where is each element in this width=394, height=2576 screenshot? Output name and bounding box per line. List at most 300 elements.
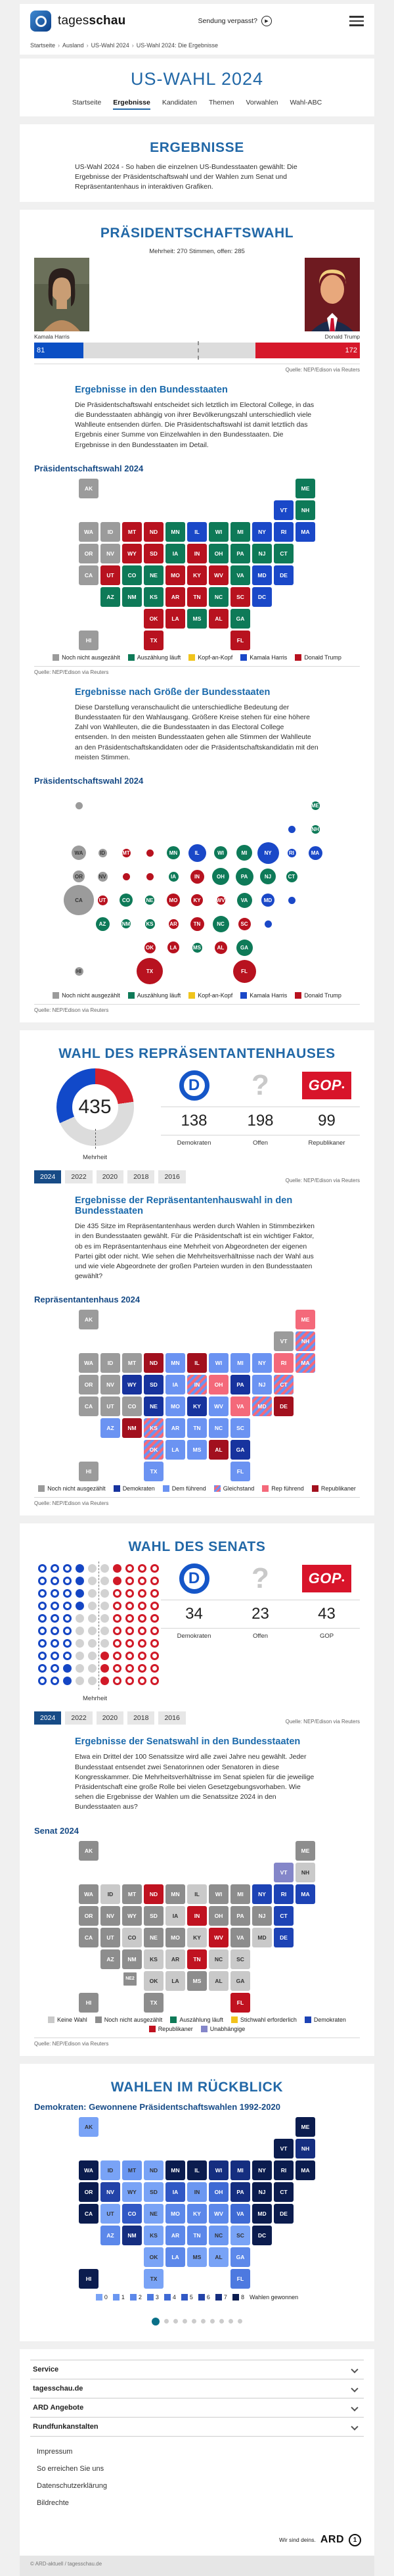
state-tile-CA[interactable]: CA [79,2204,98,2224]
state-tile-MD[interactable]: MD [252,1396,272,1416]
state-bubble-KY[interactable]: KY [191,894,203,906]
state-tile-RI[interactable]: RI [274,522,294,542]
state-tile-NY[interactable]: NY [252,522,272,542]
state-tile-ID[interactable]: ID [100,522,120,542]
state-tile-IN[interactable]: IN [187,2182,207,2202]
state-tile-SC[interactable]: SC [230,1949,250,1969]
state-tile-TX[interactable]: TX [144,1993,164,2013]
state-tile-TN[interactable]: TN [187,2226,207,2245]
state-tile-NY[interactable]: NY [252,1353,272,1373]
state-tile-CA[interactable]: CA [79,565,98,585]
state-tile-FL[interactable]: FL [230,1462,250,1481]
state-tile-MN[interactable]: MN [165,1884,185,1904]
year-button-2016[interactable]: 2016 [158,1711,185,1725]
state-tile-TX[interactable]: TX [144,2269,164,2289]
breadcrumb-item[interactable]: Ausland [62,42,84,49]
sendung-verpasst-link[interactable] [198,16,271,26]
state-tile-MS[interactable]: MS [187,609,207,629]
state-bubble-VA[interactable]: VA [237,893,252,908]
state-bubble-AZ[interactable]: AZ [96,917,110,931]
state-tile-WI[interactable]: WI [209,2160,229,2180]
state-tile-VA[interactable]: VA [230,2204,250,2224]
state-bubble-OR[interactable]: OR [73,871,85,882]
state-tile-CT[interactable]: CT [274,544,294,563]
state-tile-LA[interactable]: LA [165,1440,185,1460]
state-tile-CO[interactable]: CO [122,565,142,585]
state-tile-MS[interactable]: MS [187,2247,207,2267]
state-tile-NH[interactable]: NH [296,2139,315,2159]
footer-accordion-ardangebote[interactable] [30,2398,364,2417]
state-bubble-IA[interactable]: IA [169,872,179,882]
state-tile-ID[interactable]: ID [100,1884,120,1904]
state-tile-MS[interactable]: MS [187,1971,207,1991]
state-tile-KS[interactable]: KS [144,1949,164,1969]
state-tile-TX[interactable]: TX [144,631,164,650]
state-tile-NE[interactable]: NE [144,1928,164,1947]
state-tile-IL[interactable]: IL [187,2160,207,2180]
state-tile-OR[interactable]: OR [79,1375,98,1395]
breadcrumb-item[interactable]: Startseite [30,42,56,49]
state-tile-MA[interactable]: MA [296,1884,315,1904]
state-tile-WV[interactable]: WV [209,2204,229,2224]
state-tile-SC[interactable]: SC [230,587,250,607]
state-bubble-ME[interactable]: ME [311,802,319,809]
state-tile-VA[interactable]: VA [230,565,250,585]
state-tile-IN[interactable]: IN [187,544,207,563]
state-tile-SC[interactable]: SC [230,1418,250,1438]
state-tile-WV[interactable]: WV [209,565,229,585]
pagination-dot-1[interactable] [152,2318,160,2326]
state-tile-NV[interactable]: NV [100,2182,120,2202]
state-bubble-MT[interactable]: MT [122,849,130,856]
state-tile-AR[interactable]: AR [165,587,185,607]
state-tile-WI[interactable]: WI [209,522,229,542]
state-tile-FL[interactable]: FL [230,631,250,650]
state-tile-MS[interactable]: MS [187,1440,207,1460]
state-bubble-MI[interactable]: MI [236,845,252,861]
state-tile-IA[interactable]: IA [165,2182,185,2202]
state-tile-CO[interactable]: CO [122,1928,142,1947]
state-tile-NY[interactable]: NY [252,1884,272,1904]
state-tile-NH[interactable]: NH [296,1863,315,1882]
state-tile-NE[interactable]: NE [144,565,164,585]
state-tile-AL[interactable]: AL [209,1971,229,1991]
pagination-dot-3[interactable] [173,2319,178,2324]
state-tile-PA[interactable]: PA [230,2182,250,2202]
state-bubble-ND[interactable] [146,849,154,857]
state-tile-WY[interactable]: WY [122,1375,142,1395]
state-tile-OK[interactable]: OK [144,1440,164,1460]
state-tile-MA[interactable]: MA [296,2160,315,2180]
state-bubble-CO[interactable]: CO [120,894,133,907]
pagination-dot-10[interactable] [238,2319,242,2324]
state-bubble-PA[interactable]: PA [236,868,253,886]
state-tile-CA[interactable]: CA [79,1928,98,1947]
state-tile-MT[interactable]: MT [122,2160,142,2180]
state-tile-IA[interactable]: IA [165,544,185,563]
state-tile-SD[interactable]: SD [144,544,164,563]
state-tile-NM[interactable]: NM [122,2226,142,2245]
state-tile-KY[interactable]: KY [187,2204,207,2224]
pagination-dot-7[interactable] [210,2319,215,2324]
state-tile-MI[interactable]: MI [230,2160,250,2180]
state-tile-ME[interactable]: ME [296,1841,315,1861]
state-tile-NV[interactable]: NV [100,544,120,563]
state-tile-WY[interactable]: WY [122,544,142,563]
state-tile-NY[interactable]: NY [252,2160,272,2180]
state-tile-MT[interactable]: MT [122,522,142,542]
state-tile-LA[interactable]: LA [165,2247,185,2267]
state-tile-AZ[interactable]: AZ [100,1418,120,1438]
state-tile-IA[interactable]: IA [165,1375,185,1395]
state-bubble-NJ[interactable]: NJ [260,869,276,884]
tab-ergebnisse[interactable]: Ergebnisse [113,99,150,110]
state-bubble-WV[interactable]: WV [216,897,225,903]
year-button-2020[interactable]: 2020 [97,1711,123,1725]
year-button-2022[interactable]: 2022 [65,1170,92,1183]
state-tile-TN[interactable]: TN [187,587,207,607]
state-tile-ME[interactable]: ME [296,1310,315,1329]
hamburger-menu-icon[interactable] [349,16,364,26]
state-bubble-DC[interactable] [265,920,272,928]
state-tile-WA[interactable]: WA [79,1353,98,1373]
state-tile-UT[interactable]: UT [100,565,120,585]
state-tile-DC[interactable]: DC [252,2226,272,2245]
state-tile-NH[interactable]: NH [296,1331,315,1351]
state-bubble-NM[interactable]: NM [121,919,131,928]
card-rueckblick [20,2064,374,2341]
state-tile-OR[interactable]: OR [79,1906,98,1926]
state-tile-IA[interactable]: IA [165,1906,185,1926]
state-tile-MN[interactable]: MN [165,1353,185,1373]
state-tile-UT[interactable]: UT [100,1396,120,1416]
state-tile-ID[interactable]: ID [100,1353,120,1373]
year-button-2018[interactable]: 2018 [127,1711,154,1725]
state-bubble-MN[interactable]: MN [167,846,180,859]
state-tile-NC[interactable]: NC [209,1418,229,1438]
state-tile-OH[interactable]: OH [209,2182,229,2202]
state-tile-LA[interactable]: LA [165,1971,185,1991]
state-tile-AL[interactable]: AL [209,2247,229,2267]
state-tile-CO[interactable]: CO [122,2204,142,2224]
state-bubble-FL[interactable]: FL [233,960,256,983]
play-icon[interactable]: ▶ [261,16,272,26]
tab-themen[interactable]: Themen [208,99,234,107]
footer-accordion-tagesschaude[interactable] [30,2379,364,2398]
year-button-2022[interactable]: 2022 [65,1711,92,1725]
state-tile-VT[interactable]: VT [274,500,294,520]
state-tile-HI[interactable]: HI [79,1993,98,2013]
state-tile-MO[interactable]: MO [165,565,185,585]
state-bubble-WA[interactable]: WA [72,846,86,860]
state-bubble-WI[interactable]: WI [214,846,227,859]
state-tile-WY[interactable]: WY [122,2182,142,2202]
state-tile-RI[interactable]: RI [274,1353,294,1373]
state-tile-NH[interactable]: NH [296,500,315,520]
state-tile-OH[interactable]: OH [209,1906,229,1926]
year-button-2024[interactable]: 2024 [34,1711,61,1725]
state-tile-SD[interactable]: SD [144,2182,164,2202]
state-tile-MI[interactable]: MI [230,1884,250,1904]
state-tile-MO[interactable]: MO [165,1396,185,1416]
state-tile-NM[interactable]: NM [122,1418,142,1438]
state-tile-GA[interactable]: GA [230,1971,250,1991]
state-bubble-SC[interactable]: SC [238,918,251,930]
state-tile-DE[interactable]: DE [274,1928,294,1947]
state-tile-DC[interactable]: DC [252,587,272,607]
state-bubble-UT[interactable]: UT [98,895,108,905]
state-tile-GA[interactable]: GA [230,1440,250,1460]
state-tile-AZ[interactable]: AZ [100,2226,120,2245]
state-tile-MN[interactable]: MN [165,2160,185,2180]
state-tile-DE[interactable]: DE [274,565,294,585]
state-tile-NE2[interactable]: NE2 [122,1971,138,1987]
state-tile-NV[interactable]: NV [100,1375,120,1395]
state-tile-UT[interactable]: UT [100,1928,120,1947]
state-tile-MO[interactable]: MO [165,2204,185,2224]
state-tile-PA[interactable]: PA [230,1906,250,1926]
state-tile-ND[interactable]: ND [144,522,164,542]
state-tile-NC[interactable]: NC [209,1949,229,1969]
year-button-2020[interactable]: 2020 [97,1170,123,1183]
state-bubble-MA[interactable]: MA [309,846,322,860]
state-tile-ND[interactable]: ND [144,1884,164,1904]
state-tile-ND[interactable]: ND [144,1353,164,1373]
state-tile-OR[interactable]: OR [79,544,98,563]
state-tile-WY[interactable]: WY [122,1906,142,1926]
state-tile-PA[interactable]: PA [230,544,250,563]
breadcrumb-item[interactable]: US-Wahl 2024 [91,42,129,49]
state-tile-AK[interactable]: AK [79,1841,98,1861]
state-tile-KY[interactable]: KY [187,565,207,585]
state-tile-PA[interactable]: PA [230,1375,250,1395]
state-tile-ID[interactable]: ID [100,2160,120,2180]
state-tile-FL[interactable]: FL [230,2269,250,2289]
state-tile-SD[interactable]: SD [144,1375,164,1395]
state-bubble-NC[interactable]: NC [213,916,229,932]
tab-kandidaten[interactable]: Kandidaten [162,99,197,107]
state-tile-MA[interactable]: MA [296,1353,315,1373]
state-tile-RI[interactable]: RI [274,1884,294,1904]
state-tile-AK[interactable]: AK [79,479,98,498]
state-tile-WA[interactable]: WA [79,1884,98,1904]
state-bubble-MO[interactable]: MO [167,894,180,907]
pagination-dot-6[interactable] [201,2319,206,2324]
state-tile-DE[interactable]: DE [274,1396,294,1416]
state-tile-CT[interactable]: CT [274,2182,294,2202]
state-tile-TX[interactable]: TX [144,1462,164,1481]
state-bubble-MS[interactable]: MS [192,943,202,953]
state-bubble-VT[interactable] [288,826,296,833]
state-bubble-AL[interactable]: AL [215,942,227,954]
state-bubble-HI[interactable]: HI [75,967,83,976]
state-tile-SC[interactable]: SC [230,2226,250,2245]
state-bubble-OH[interactable]: OH [212,868,229,885]
state-tile-VT[interactable]: VT [274,1331,294,1351]
state-tile-WI[interactable]: WI [209,1884,229,1904]
state-bubble-LA[interactable]: LA [167,942,179,953]
state-bubble-GA[interactable]: GA [236,940,253,956]
state-bubble-MD[interactable]: MD [261,894,274,907]
state-tile-AK[interactable]: AK [79,1310,98,1329]
state-tile-NV[interactable]: NV [100,1906,120,1926]
pagination-dot-8[interactable] [219,2319,224,2324]
state-bubble-ID[interactable]: ID [98,849,107,857]
pagination-dot-5[interactable] [192,2319,196,2324]
breadcrumb-item[interactable]: US-Wahl 2024: Die Ergebnisse [136,42,218,49]
footer-accordion-rundfunkanstalten[interactable] [30,2417,364,2437]
party-seat-count: 23 [227,1600,294,1629]
state-bubble-NY[interactable]: NY [257,842,279,864]
state-tile-NE[interactable]: NE [144,2204,164,2224]
state-tile-MI[interactable]: MI [230,522,250,542]
state-tile-CT[interactable]: CT [274,1906,294,1926]
state-bubble-WY[interactable] [123,873,130,880]
state-tile-AR[interactable]: AR [165,1418,185,1438]
state-tile-AR[interactable]: AR [165,2226,185,2245]
state-bubble-NV[interactable]: NV [98,872,108,882]
state-tile-LA[interactable]: LA [165,609,185,629]
state-tile-WV[interactable]: WV [209,1928,229,1947]
year-button-2016[interactable]: 2016 [158,1170,185,1183]
state-tile-IL[interactable]: IL [187,1884,207,1904]
state-tile-KS[interactable]: KS [144,2226,164,2245]
state-tile-OH[interactable]: OH [209,1375,229,1395]
state-tile-GA[interactable]: GA [230,609,250,629]
pagination-dot-2[interactable] [164,2319,169,2324]
state-tile-NM[interactable]: NM [122,587,142,607]
footer-link-datenschutzerklrung[interactable]: Datenschutzerklärung [37,2481,108,2490]
state-bubble-NH[interactable]: NH [311,826,319,832]
state-tile-MD[interactable]: MD [252,565,272,585]
state-tile-NC[interactable]: NC [209,2226,229,2245]
state-tile-HI[interactable]: HI [79,2269,98,2289]
state-tile-RI[interactable]: RI [274,2160,294,2180]
year-button-2024[interactable]: 2024 [34,1170,61,1183]
pagination-dot-9[interactable] [229,2319,233,2324]
state-tile-OR[interactable]: OR [79,2182,98,2202]
state-tile-KS[interactable]: KS [144,1418,164,1438]
state-tile-OK[interactable]: OK [144,609,164,629]
state-tile-VT[interactable]: VT [274,2139,294,2159]
tab-wahl-abc[interactable]: Wahl-ABC [290,99,322,107]
state-tile-NE[interactable]: NE [144,1396,164,1416]
state-tile-NJ[interactable]: NJ [252,2182,272,2202]
state-tile-IL[interactable]: IL [187,522,207,542]
state-tile-MD[interactable]: MD [252,2204,272,2224]
state-tile-MI[interactable]: MI [230,1353,250,1373]
state-tile-GA[interactable]: GA [230,2247,250,2267]
state-tile-AZ[interactable]: AZ [100,1949,120,1969]
state-tile-VA[interactable]: VA [230,1928,250,1947]
state-tile-MT[interactable]: MT [122,1353,142,1373]
state-tile-HI[interactable]: HI [79,631,98,650]
state-bubble-NE[interactable]: NE [145,895,154,905]
tab-startseite[interactable]: Startseite [72,99,102,107]
state-tile-UT[interactable]: UT [100,2204,120,2224]
state-tile-AR[interactable]: AR [165,1949,185,1969]
state-tile-MT[interactable]: MT [122,1884,142,1904]
state-bubble-TN[interactable]: TN [190,917,204,931]
state-tile-OH[interactable]: OH [209,544,229,563]
brand-text[interactable] [58,14,125,28]
state-tile-NJ[interactable]: NJ [252,544,272,563]
state-bubble-SD[interactable] [146,873,154,880]
state-tile-AZ[interactable]: AZ [100,587,120,607]
state-tile-KY[interactable]: KY [187,1928,207,1947]
state-tile-WA[interactable]: WA [79,2160,98,2180]
tab-vorwahlen[interactable]: Vorwahlen [246,99,278,107]
state-bubble-DE[interactable] [288,897,296,904]
state-tile-AL[interactable]: AL [209,609,229,629]
state-tile-CO[interactable]: CO [122,1396,142,1416]
state-tile-AL[interactable]: AL [209,1440,229,1460]
state-tile-TN[interactable]: TN [187,1949,207,1969]
state-bubble-IN[interactable]: IN [190,870,204,884]
state-bubble-CA[interactable]: CA [64,885,94,915]
state-tile-MA[interactable]: MA [296,522,315,542]
state-tile-ME[interactable]: ME [296,479,315,498]
state-tile-FL[interactable]: FL [230,1993,250,2013]
state-tile-OK[interactable]: OK [144,1971,164,1991]
state-bubble-TX[interactable]: TX [137,958,163,984]
state-tile-MN[interactable]: MN [165,522,185,542]
state-tile-WV[interactable]: WV [209,1396,229,1416]
tagesschau-logo[interactable] [30,11,51,32]
footer-accordion-service[interactable] [30,2360,364,2379]
state-tile-CA[interactable]: CA [79,1396,98,1416]
state-bubble-AR[interactable]: AR [169,919,179,929]
state-tile-WA[interactable]: WA [79,522,98,542]
state-tile-SD[interactable]: SD [144,1906,164,1926]
state-tile-MO[interactable]: MO [165,1928,185,1947]
pagination-dot-4[interactable] [183,2319,187,2324]
state-tile-NJ[interactable]: NJ [252,1906,272,1926]
state-tile-VA[interactable]: VA [230,1396,250,1416]
state-bubble-OK[interactable]: OK [144,942,156,953]
state-tile-KY[interactable]: KY [187,1396,207,1416]
state-tile-NJ[interactable]: NJ [252,1375,272,1395]
state-tile-IN[interactable]: IN [187,1375,207,1395]
state-tile-ME[interactable]: ME [296,2117,315,2137]
state-bubble-IL[interactable]: IL [188,844,206,862]
state-tile-HI[interactable]: HI [79,1462,98,1481]
state-tile-AK[interactable]: AK [79,2117,98,2137]
state-tile-KS[interactable]: KS [144,587,164,607]
state-tile-VT[interactable]: VT [274,1863,294,1882]
state-tile-ND[interactable]: ND [144,2160,164,2180]
state-tile-TN[interactable]: TN [187,1418,207,1438]
footer-link-bildrechte[interactable]: Bildrechte [37,2498,69,2507]
state-tile-WI[interactable]: WI [209,1353,229,1373]
state-bubble-AK[interactable] [76,802,83,809]
state-bubble-RI[interactable]: RI [288,849,296,857]
year-button-2018[interactable]: 2018 [127,1170,154,1183]
state-tile-OK[interactable]: OK [144,2247,164,2267]
state-tile-IL[interactable]: IL [187,1353,207,1373]
footer-link-soerreichensieuns[interactable]: So erreichen Sie uns [37,2464,104,2473]
state-tile-CT[interactable]: CT [274,1375,294,1395]
state-tile-DE[interactable]: DE [274,2204,294,2224]
state-tile-NM[interactable]: NM [122,1949,142,1969]
footer-link-impressum[interactable]: Impressum [37,2447,73,2456]
state-tile-NC[interactable]: NC [209,587,229,607]
state-tile-MD[interactable]: MD [252,1928,272,1947]
state-bubble-KS[interactable]: KS [145,919,155,929]
senate-seat-dot [150,1664,159,1673]
state-tile-IN[interactable]: IN [187,1906,207,1926]
state-bubble-CT[interactable]: CT [286,871,297,882]
